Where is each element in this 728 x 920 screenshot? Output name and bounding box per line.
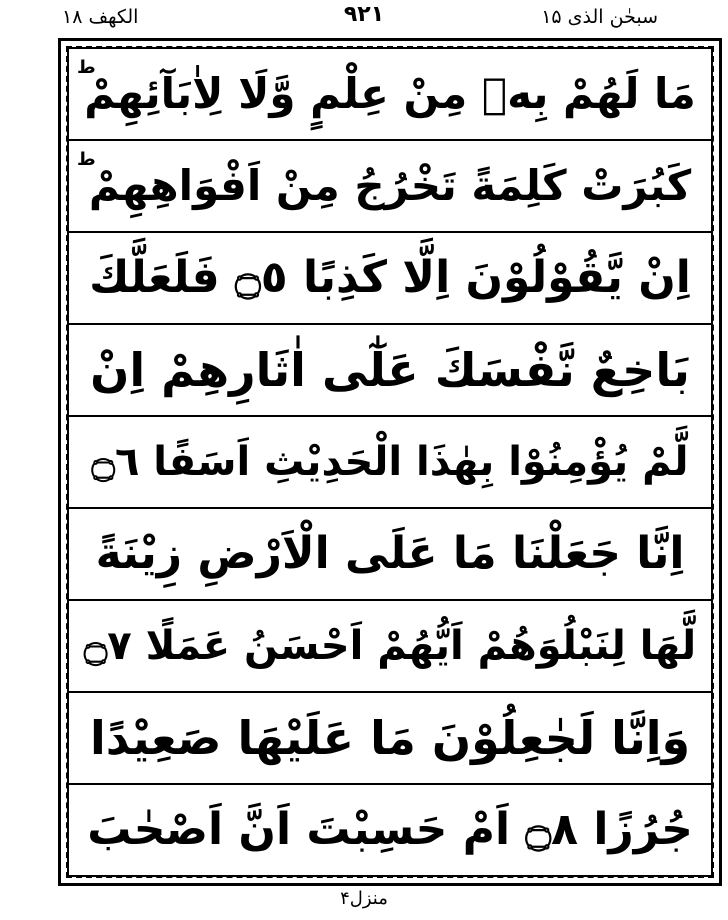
- verse-line: [69, 233, 711, 325]
- verse-line-text: اِنَّا جَعَلْنَا مَا عَلَى الْاَرْضِ زِيْنَةً: [95, 528, 685, 579]
- verse-line: [69, 601, 711, 693]
- verse-line: [69, 509, 711, 601]
- verse-line-text: وَاِنَّا لَجٰعِلُوْنَ مَا عَلَيْهَا صَعِيْدًا: [89, 711, 691, 765]
- surah-name: الکھف ۱۸: [62, 6, 139, 28]
- verse-line: [69, 785, 711, 875]
- verse-line-text: اِنْ يَّقُوْلُوْنَ اِلَّا كَذِبًا ۝٥ فَلَعَلَّكَ: [89, 252, 691, 303]
- verse-line: [69, 49, 711, 141]
- waqf-mark: ط: [77, 149, 96, 170]
- verse-line: [69, 141, 711, 233]
- page-number: ۹۲۱: [343, 2, 385, 27]
- verse-line: [69, 417, 711, 509]
- verse-line-text: لَّمْ يُؤْمِنُوْا بِهٰذَا الْحَدِيْثِ اَسَفًا ۝٦: [91, 439, 689, 485]
- juz-name: سبحٰن الذی ۱۵: [541, 6, 658, 28]
- verse-line: [69, 693, 711, 785]
- verse-line-text: لَّهَا لِنَبْلُوَهُمْ اَيُّهُمْ اَحْسَنُ عَمَلًا ۝٧: [83, 623, 697, 669]
- manzil-label: منزل۴: [340, 888, 388, 909]
- verse-line-text: كَبُرَتْ كَلِمَةً تَخْرُجُ مِنْ اَفْوَاهِهِمْ: [88, 161, 692, 210]
- verse-line-text: جُرُزًا ۝٨ اَمْ حَسِبْتَ اَنَّ اَصْحٰبَ: [87, 804, 693, 855]
- page-header: [0, 0, 728, 38]
- verse-text-block: [67, 47, 713, 877]
- verse-line: [69, 325, 711, 417]
- waqf-mark: ط: [77, 57, 96, 78]
- page-frame: [58, 38, 722, 886]
- verse-line-text: مَا لَهُمْ بِهٖ مِنْ عِلْمٍ وَّلَا لِاٰبَآئِهِمْ: [84, 69, 696, 118]
- verse-line-text: بَاخِعٌ نَّفْسَكَ عَلٰٓى اٰثَارِهِمْ اِنْ: [90, 343, 690, 397]
